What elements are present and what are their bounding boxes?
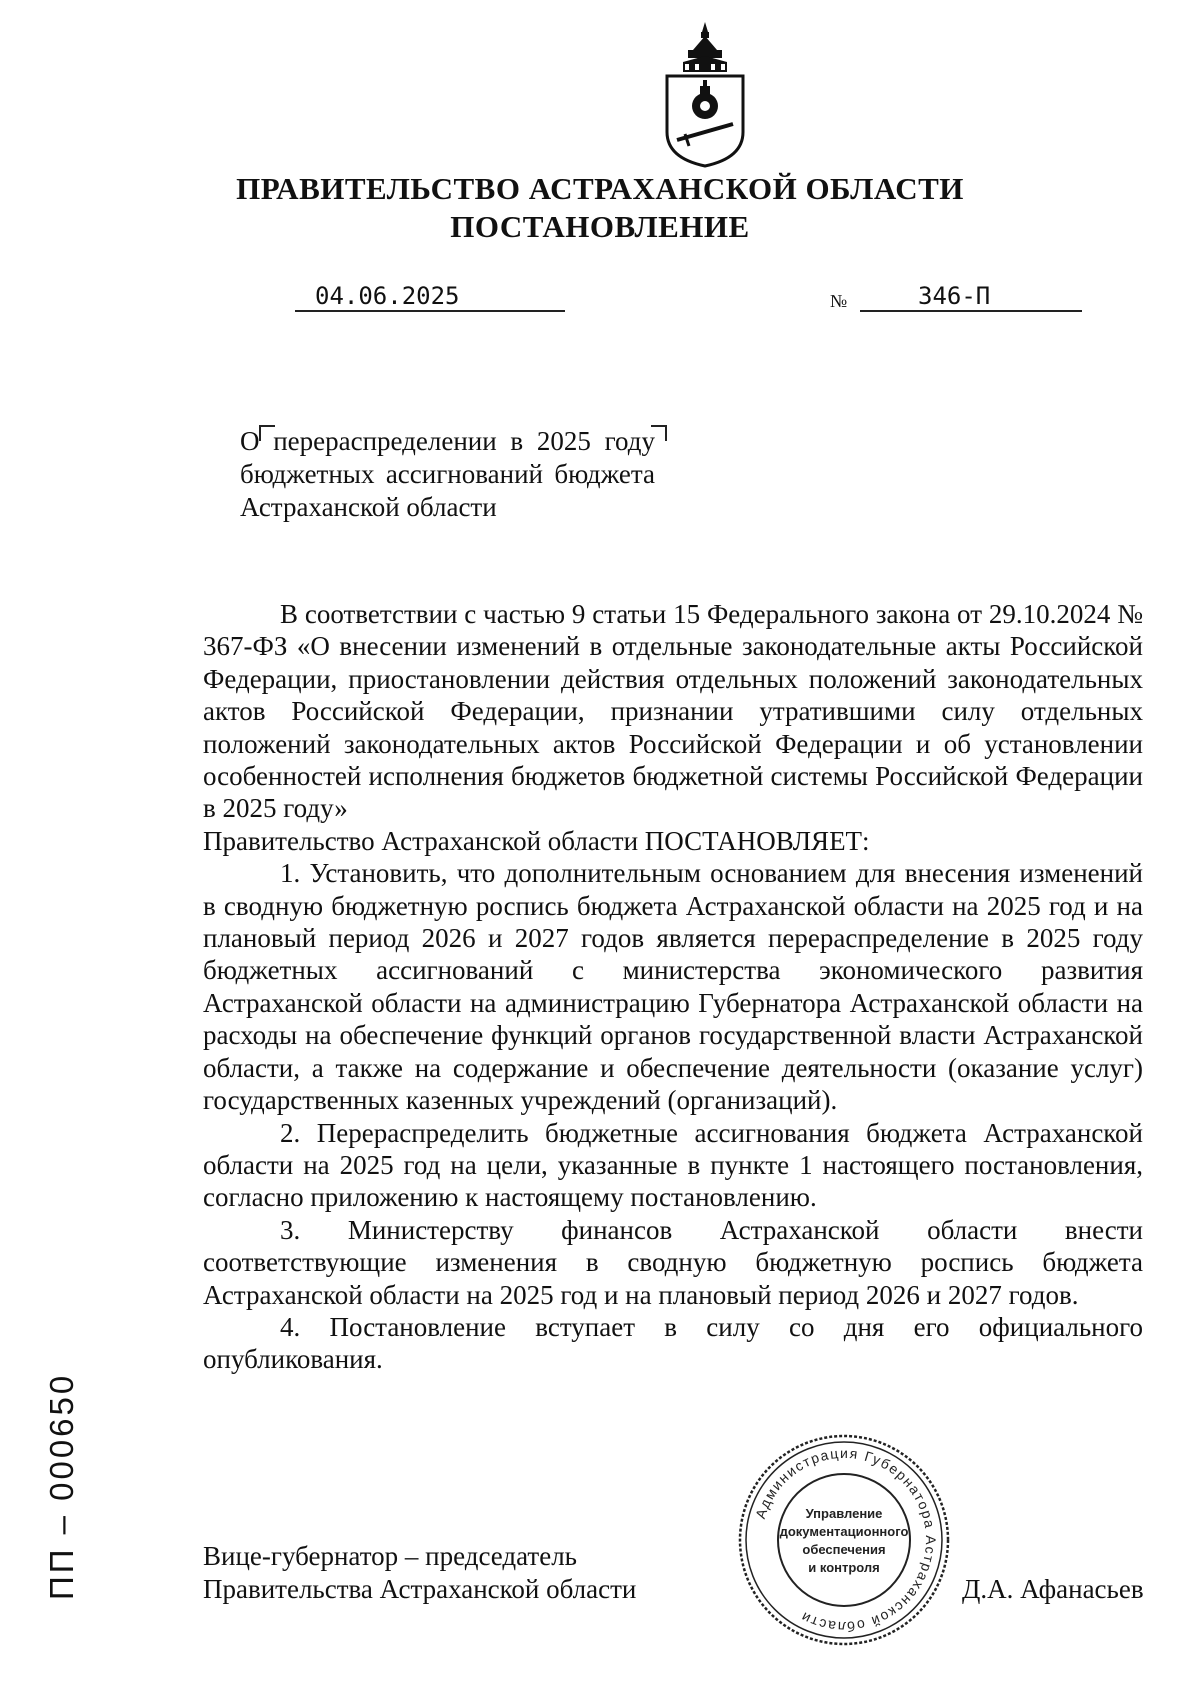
document-type-title: ПОСТАНОВЛЕНИЕ bbox=[450, 209, 750, 244]
signatory-role bbox=[203, 1540, 636, 1606]
margin-document-code: ПП – 000650 bbox=[43, 1372, 80, 1600]
stamp-center-line-3: обеспечения bbox=[802, 1542, 886, 1557]
preamble-paragraph: В соответствии с частью 9 статьи 15 Федерального закона от 29.10.2024 № 367-ФЗ «О внесении изменений в отдельные законодательные акты Российской Федерации, приостановлении действия отдельных положений законодательных актов Российской Федерации, признании утратившими силу отдельных положений законодательных актов Российской Федерации и об установлении особенностей исполнения бюджетов бюджетной системы Российской Федерации в 2025 году» bbox=[203, 599, 1143, 824]
stamp-ring-text: Администрация Губернатора Астраханской области bbox=[752, 1444, 940, 1636]
signatory-role-line-2: Правительства Астраханской области bbox=[203, 1574, 637, 1604]
document-body bbox=[203, 598, 1143, 1376]
number-label: № bbox=[830, 291, 848, 311]
signatory-name: Д.А. Афанасьев bbox=[962, 1574, 1144, 1604]
item-paragraph-1: 1. Установить, что дополнительным основанием для внесения изменений в сводную бюджетную роспись бюджета Астраханской области на 2025 год и на плановый период 2026 и 2027 годов является перераспределение в 2025 году бюджетных ассигнований с министерства экономического развития Астраханской области на администрацию Губернатора Астраханской области на расходы на обеспечение функций органов государственной власти Астраханской области, а также на содержание и обеспечение деятельности (оказание услуг) государственных казенных учреждений (организаций). bbox=[203, 858, 1143, 1116]
stamp-center-line-4: и контроля bbox=[808, 1560, 880, 1575]
stamp-center-line-1: Управление bbox=[805, 1506, 883, 1521]
stamp-center-line-2: документационного bbox=[779, 1524, 909, 1539]
item-paragraph-4: 4. Постановление вступает в силу со дня его официального опубликования. bbox=[203, 1311, 1143, 1375]
document-date: 04.06.2025 bbox=[295, 282, 565, 312]
signatory-role-line-1: Вице-губернатор – председатель bbox=[203, 1541, 577, 1571]
item-paragraph-3: 3. Министерству финансов Астраханской области внести соответствующие изменения в сводную бюджетную роспись бюджета Астраханской области на 2025 год и на плановый период 2026 и 2027 годов. bbox=[203, 1214, 1143, 1310]
document-subject: О перераспределении в 2025 году бюджетных ассигнований бюджета Астраханской области bbox=[240, 426, 655, 522]
government-title: ПРАВИТЕЛЬСТВО АСТРАХАНСКОЙ ОБЛАСТИ bbox=[236, 171, 964, 206]
official-stamp bbox=[734, 1430, 954, 1650]
coat-of-arms-emblem bbox=[655, 20, 755, 170]
item-paragraph-2: 2. Перераспределить бюджетные ассигнования бюджета Астраханской области на 2025 год на цели, указанные в пункте 1 настоящего постановления, согласно приложению к настоящему постановлению. bbox=[203, 1117, 1143, 1213]
document-number: 346-П bbox=[860, 282, 1082, 312]
resolves-line: Правительство Астраханской области ПОСТАНОВЛЯЕТ: bbox=[203, 825, 870, 856]
